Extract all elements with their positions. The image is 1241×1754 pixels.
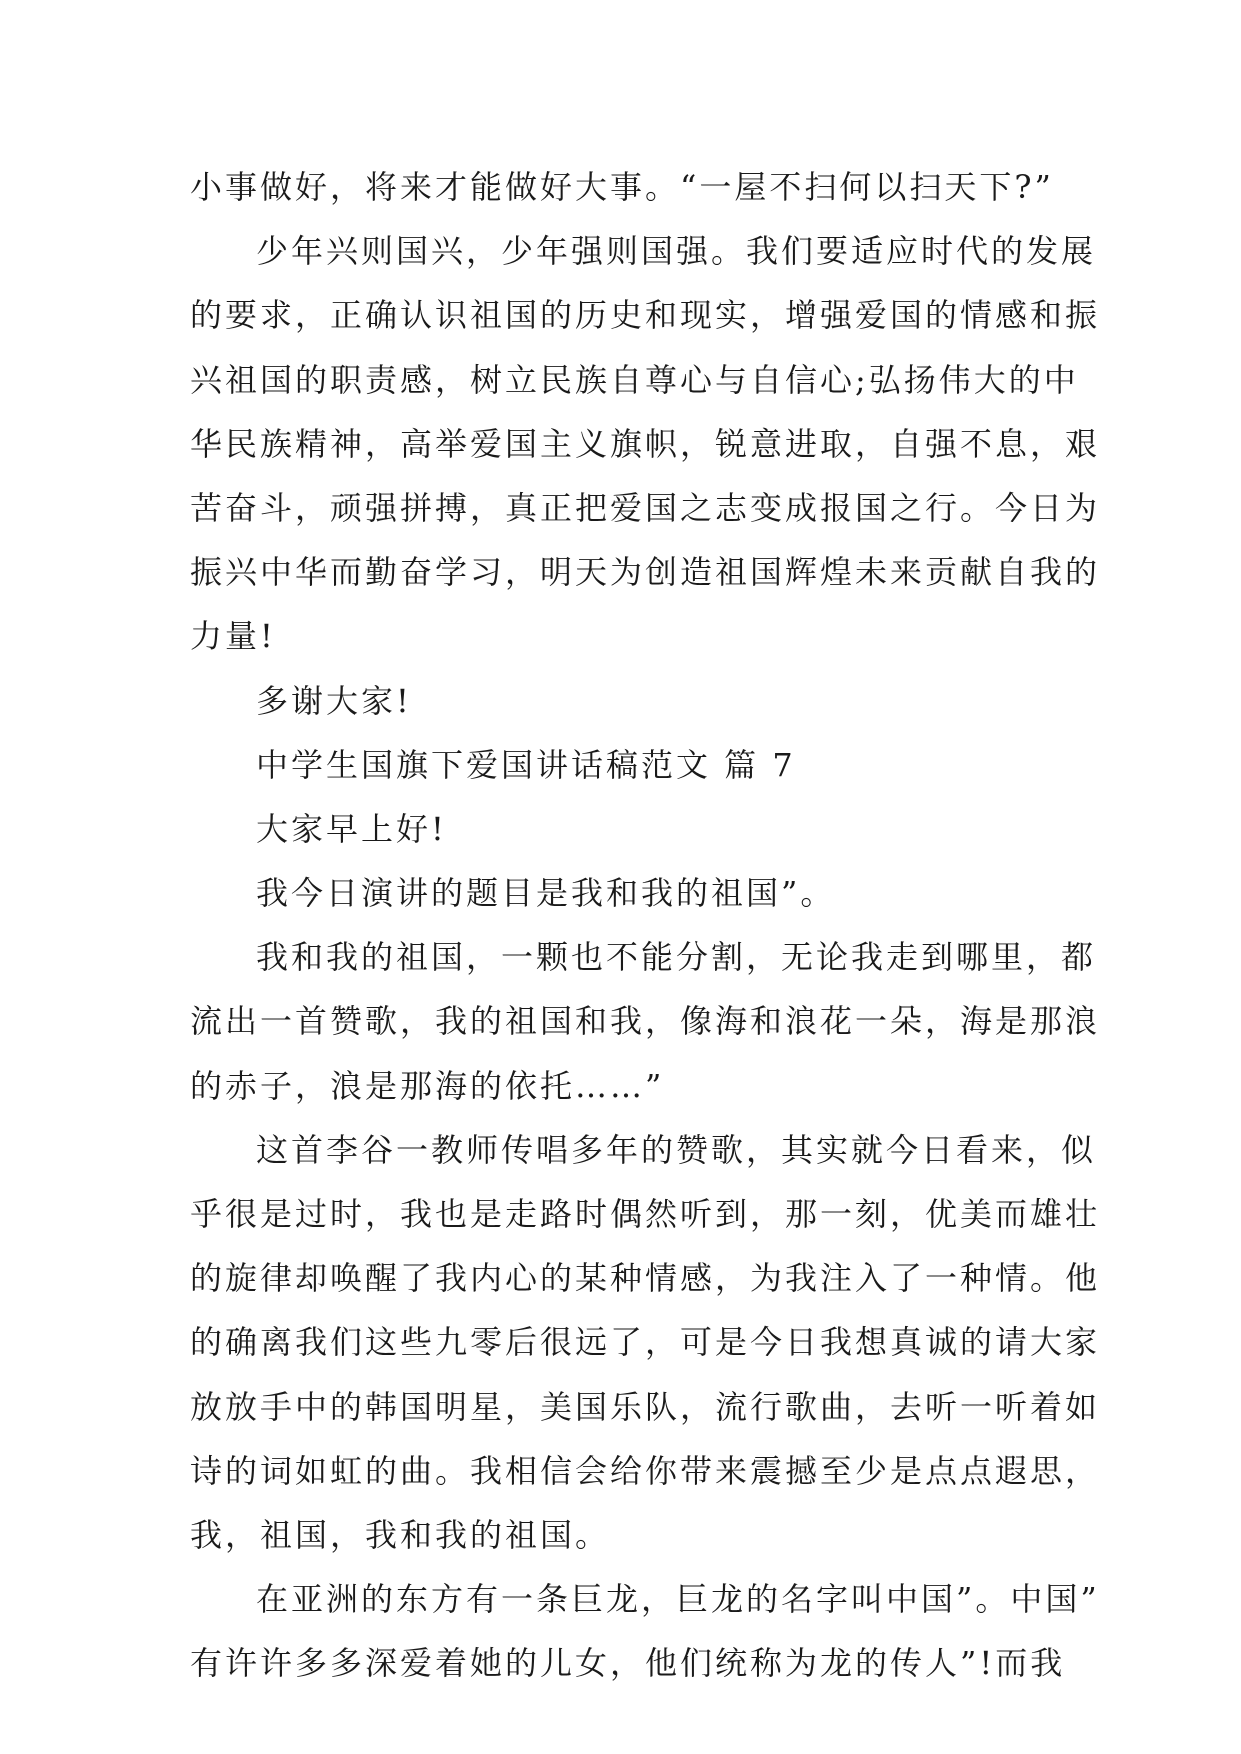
paragraph-first-line: 这首李谷一教师传唱多年的赞歌，其实就今日看来，似	[256, 1130, 1097, 1169]
text-line: 力量!	[190, 617, 276, 656]
text-line: 苦奋斗，顽强拼搏，真正把爱国之志变成报国之行。今日为	[190, 488, 1101, 527]
text-line: 诗的词如虹的曲。我相信会给你带来震撼至少是点点遐思，	[190, 1451, 1101, 1490]
document-body	[190, 155, 1101, 1696]
text-line: 乎很是过时，我也是走路时偶然听到，那一刻，优美而雄壮	[190, 1195, 1101, 1233]
text-line: 小事做好，将来才能做好大事。“一屋不扫何以扫天下?”	[190, 168, 1054, 206]
paragraph-first-line: 在亚洲的东方有一条巨龙，巨龙的名字叫中国”。中国”	[256, 1580, 1100, 1619]
paragraph-first-line: 大家早上好!	[256, 809, 447, 848]
text-line: 兴祖国的职责感，树立民族自尊心与自信心;弘扬伟大的中	[190, 360, 1079, 399]
text-line: 我，祖国，我和我的祖国。	[190, 1515, 611, 1554]
text-line: 的确离我们这些九零后很远了，可是今日我想真诚的请大家	[190, 1323, 1101, 1362]
paragraph-first-line: 我和我的祖国，一颗也不能分割，无论我走到哪里，都	[256, 938, 1097, 977]
text-line: 的赤子，浪是那海的依托……”	[190, 1066, 665, 1105]
text-line: 振兴中华而勤奋学习，明天为创造祖国辉煌未来贡献自我的	[190, 553, 1101, 592]
text-line: 的要求，正确认识祖国的历史和现实，增强爱国的情感和振	[190, 296, 1101, 335]
paragraph-first-line: 中学生国旗下爱国讲话稿范文 篇 7	[256, 745, 796, 784]
paragraph-first-line: 少年兴则国兴，少年强则国强。我们要适应时代的发展	[256, 232, 1097, 271]
text-line: 华民族精神，高举爱国主义旗帜，锐意进取，自强不息，艰	[190, 424, 1101, 463]
paragraph-first-line: 多谢大家!	[256, 681, 412, 720]
text-line: 流出一首赞歌，我的祖国和我，像海和浪花一朵，海是那浪	[190, 1002, 1101, 1041]
text-line: 放放手中的韩国明星，美国乐队，流行歌曲，去听一听着如	[190, 1387, 1101, 1426]
paragraph-first-line: 我今日演讲的题目是我和我的祖国”。	[256, 874, 836, 913]
text-line: 有许许多多深爱着她的儿女，他们统称为龙的传人”!而我	[190, 1644, 1066, 1683]
text-line: 的旋律却唤醒了我内心的某种情感，为我注入了一种情。他	[190, 1259, 1101, 1298]
